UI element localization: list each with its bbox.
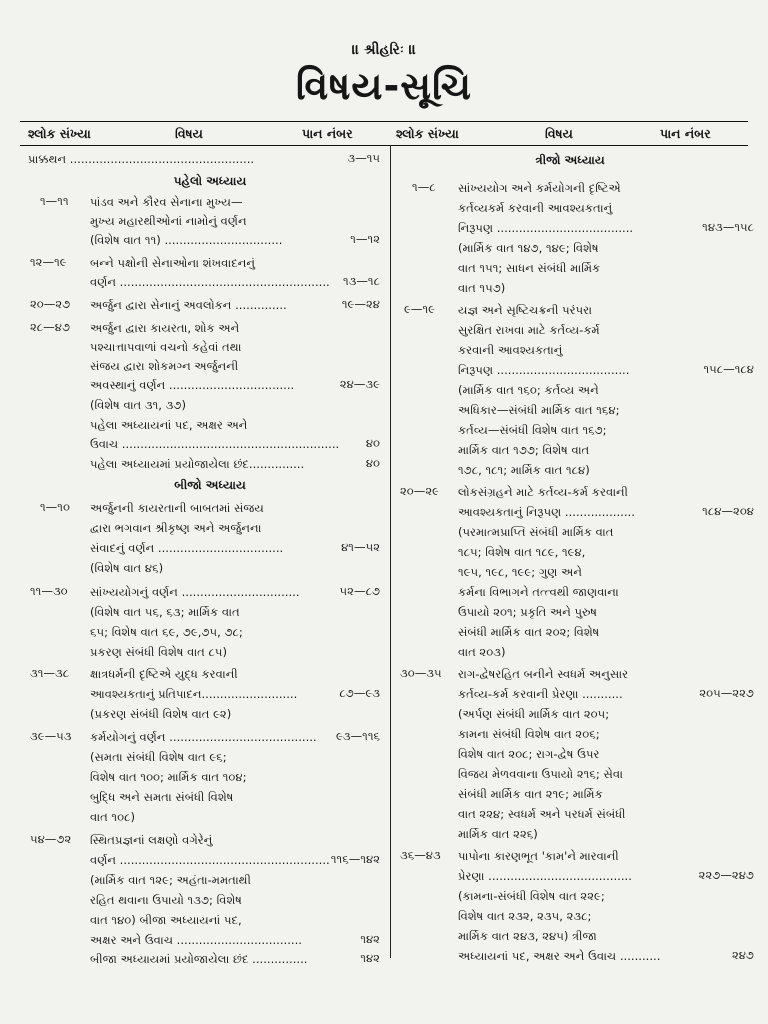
toc-entry-text: પહેલા અધ્યાયનાં પદ, અક્ષર અને — [90, 418, 248, 432]
shlok-range: ૫૪—૭૨ — [30, 832, 72, 846]
page-range: ૮૭—૯૩ — [339, 686, 380, 700]
page-range: ૯૩—૧૧૬ — [335, 729, 380, 743]
page-range: ૧૩—૧૮ — [342, 274, 380, 288]
page-range: ૧૮૪—૨૦૪ — [702, 504, 754, 518]
toc-entry-note: વાત ૧૫૭) — [458, 281, 506, 295]
toc-entry-text: સાંખ્યયોગ અને કર્મયોગની દૃષ્ટિએ — [458, 181, 621, 195]
toc-entry-text: યજ્ઞ અને સૃષ્ટિચક્રની પરંપરા — [458, 303, 593, 317]
shlok-range: ૧—૧૦ — [40, 500, 70, 514]
toc-entry-note: વાત ૧૦૮) — [90, 810, 135, 824]
page-range: ૧—૧૨ — [350, 232, 380, 246]
toc-entry-text: કર્તવ્ય-કર્મ કરવાની પ્રેરણા ........... — [458, 687, 623, 701]
toc-entry-note: (માર્મિક વાત ૧૬૦; કર્તવ્ય અને — [458, 383, 599, 397]
section-heading-chapter2: બીજો અધ્યાય — [174, 478, 246, 492]
invocation: ॥ શ્રીહરિઃ ॥ — [351, 42, 417, 58]
toc-entry-note: ઉપાયો ૨૦૧; પ્રકૃતિ અને પુરુષ — [458, 605, 598, 619]
section-heading-chapter1: પહેલો અધ્યાય — [173, 174, 247, 188]
toc-entry-note: બુદ્ધિ અને સમતા સંબંધી વિશેષ — [90, 790, 234, 804]
toc-entry-note: વિજય મેળવવાના ઉપાયો ૨૧૬; સેવા — [458, 767, 623, 781]
toc-entry-text: પાપોના કારણભૂત 'કામ'ને મારવાની — [458, 849, 619, 863]
toc-entry-note: (વિશેષ વાત ૩૧, ૩૭) — [90, 398, 186, 412]
shlok-range: ૧૧—૩૦ — [30, 584, 68, 598]
toc-entry-text: (વિશેષ વાત ૧૧) ................................ — [90, 233, 283, 247]
header-top-rule — [20, 121, 748, 122]
shlok-range: ૨૦—૨૯ — [400, 484, 440, 498]
toc-entry-note: સંબંધી માર્મિક વાત ૨૧૯; માર્મિક — [458, 787, 603, 801]
toc-entry-text: સ્થિતપ્રજ્ઞનાં લક્ષણો વગેરેનું — [90, 833, 213, 847]
toc-entry-note: માર્મિક વાત ૨૪૩, ૨૪૫) ત્રીજા — [458, 929, 597, 943]
header-vishay: વિષય — [545, 126, 573, 141]
toc-entry-text: બીજા અધ્યાયમાં પ્રયોજાયેલા છંદ ............... — [90, 952, 308, 966]
toc-entry-text: અર્જુનની કાયરતાની બાબતમાં સંજય — [90, 501, 264, 515]
header-paan: પાન નંબર — [660, 126, 711, 141]
toc-entry-note: (કામના-સંબંધી વિશેષ વાત ૨૨૯; — [458, 889, 605, 903]
toc-entry-text: નિરૂપણ .................................... — [458, 363, 630, 377]
toc-entry-text: સંવાદનું વર્ણન .................................. — [90, 541, 284, 555]
toc-entry-note: (પરમાત્મપ્રાપ્તિ સંબંધી માર્મિક વાત — [458, 525, 614, 539]
toc-entry-note: વાત ૧૪૦) બીજા અધ્યાયનાં પદ, — [90, 913, 242, 927]
page-range: ૨૪—૩૯ — [339, 377, 380, 391]
toc-entry-note: સંબંધી માર્મિક વાત ૨૦૨; વિશેષ — [458, 625, 600, 639]
toc-entry-note: વિશેષ વાત ૨૩૨, ૨૩૫, ૨૩૮; — [458, 909, 592, 923]
header-shlok: શ્લોક સંખ્યા — [396, 126, 459, 141]
column-divider — [390, 146, 391, 958]
toc-entry-note: (પ્રકરણ સંબંધી વિશેષ વાત ૯૨) — [90, 707, 232, 721]
toc-entry-note: વિશેષ વાત ૨૦૮; રાગ-દ્વેષ ઉપર — [458, 747, 600, 761]
toc-entry-note: કામના સંબંધી વિશેષ વાત ૨૦૬; — [458, 727, 600, 741]
page-number: ૧૪૨ — [360, 951, 380, 965]
toc-entry-note: (અર્પણ સંબંધી માર્મિક વાત ૨૦૫; — [458, 707, 610, 721]
toc-entry-note: (વિશેષ વાત ૫૬, ૬૩; માર્મિક વાત — [90, 605, 240, 619]
toc-entry-text: મુખ્ય મહારથીઓનાં નામોનું વર્ણન — [90, 214, 247, 228]
shlok-range: ૩૯—૫૩ — [30, 729, 72, 743]
shlok-range: ૧૨—૧૯ — [30, 255, 67, 269]
page-range: ૨૨૭—૨૪૭ — [698, 868, 754, 882]
header-paan: પાન નંબર — [302, 126, 353, 141]
page-number: ૨૪૭ — [731, 948, 754, 962]
toc-entry-note: ૧૯૫, ૧૯૮, ૧૯૯; ગુણ અને — [458, 565, 582, 579]
toc-entry-text: વર્ણન ......................................................... — [90, 853, 330, 867]
toc-entry-note: પ્રકરણ સંબંધી વિશેષ વાત ૮૫) — [90, 645, 228, 659]
right-header — [0, 124, 768, 146]
toc-entry-note: કર્મના વિભાગને તત્ત્વથી જાણવાના — [458, 585, 619, 599]
toc-entry-text: કર્તવ્યકર્મ કરવાની આવશ્યકતાનું — [458, 201, 613, 215]
shlok-range: ૩૬—૪૩ — [400, 848, 441, 862]
page-title: વિષય-સૂચિ — [295, 64, 473, 108]
toc-entry-note: વાત ૨૦૩) — [458, 645, 506, 659]
page-number: ૪૦ — [365, 456, 380, 470]
toc-entry-note: ૧૮૫; વિશેષ વાત ૧૮૯, ૧૯૪, — [458, 545, 586, 559]
toc-entry-note: (વિશેષ વાત ૪૬) — [90, 561, 164, 575]
toc-entry-note: (માર્મિક વાત ૧૨૯; અહંતા-મમતાથી — [90, 873, 251, 887]
header-vishay: વિષય — [175, 126, 203, 141]
page-range: ૪૧—૫૨ — [341, 540, 380, 554]
toc-entry-note: (માર્મિક વાત ૧૪૭, ૧૪૯; વિશેષ — [458, 241, 599, 255]
toc-entry-note: રહિત થવાના ઉપાયો ૧૩૭; વિશેષ — [90, 893, 242, 907]
page-range: ૧૪૩—૧૫૮ — [702, 220, 754, 234]
page-range: ૧૫૮—૧૮૪ — [703, 362, 754, 376]
toc-entry-note: ૧૭૮, ૧૮૧; માર્મિક વાત ૧૮૪) — [458, 463, 590, 477]
page-range: ૨૦૫—૨૨૭ — [699, 686, 754, 700]
header-shlok: શ્લોક સંખ્યા — [28, 126, 91, 141]
toc-entry-text: અવસ્થાનું વર્ણન .................................. — [90, 378, 295, 392]
toc-entry-text: આવશ્યકતાનું નિરૂપણ ................... — [458, 505, 635, 519]
shlok-range: ૨૦—૨૭ — [30, 297, 71, 311]
toc-entry-note: ૬૫; વિશેષ વાત ૬૯, ૭૯,૭૫, ૭૮; — [90, 625, 243, 639]
toc-entry-note: વિશેષ વાત ૧૦૦; માર્મિક વાત ૧૦૪; — [90, 770, 247, 784]
toc-entry-prastavna: પ્રાક્કથન .................................................. — [28, 152, 255, 166]
toc-entry-note: અધિકાર—સંબંધી માર્મિક વાત ૧૬૪; — [458, 403, 620, 417]
toc-entry-note: (સમતા સંબંધી વિશેષ વાત ૯૬; — [90, 750, 227, 764]
toc-entry-text: સાંખ્યયોગનું વર્ણન ................................ — [90, 585, 300, 599]
toc-entry-text: ઉવાચ ........................................................... — [90, 437, 340, 451]
toc-entry-note: કર્તવ્ય—સંબંધી વિશેષ વાત ૧૬૭; — [458, 423, 607, 437]
shlok-range: ૧—૧૧ — [40, 194, 69, 208]
toc-entry-text: અધ્યાયનાં પદ, અક્ષર અને ઉવાચ ........... — [458, 949, 661, 963]
shlok-range: ૧—૮ — [412, 180, 436, 194]
toc-entry-text: અક્ષર અને ઉવાચ .................................. — [90, 933, 302, 947]
toc-entry-text: લોકસંગ્રહને માટે કર્તવ્ય-કર્મ કરવાની — [458, 485, 628, 499]
page-range: ૧૯—૨૪ — [341, 297, 380, 311]
shlok-range: ૩૦—૩૫ — [400, 666, 442, 680]
shlok-range: ૨૮—૪૭ — [30, 320, 71, 334]
toc-entry-text: વર્ણન ......................................................... — [90, 275, 330, 289]
toc-entry-text: દ્વારા ભગવાન શ્રીકૃષ્ણ અને અર્જુનના — [90, 521, 262, 535]
toc-entry-text: અર્જુન દ્વારા સેનાનું અવલોકન .............. — [90, 298, 287, 312]
toc-entry-text: બન્ને પક્ષોની સેનાઓના શંખવાદનનું — [90, 256, 255, 270]
toc-entry-text: આવશ્યકતાનું પ્રતિપાદન.......................... — [90, 687, 298, 701]
toc-entry-text: રાગ-દ્વેષરહિત બનીને સ્વધર્મ અનુસાર — [458, 667, 629, 681]
toc-entry-text: પ્રેરણા ....................................... — [458, 869, 632, 883]
toc-entry-note: વાત ૨૨૪; સ્વધર્મ અને પરધર્મ સંબંધી — [458, 807, 626, 821]
toc-entry-text: કરવાની આવશ્યકતાનું — [458, 343, 563, 357]
toc-entry-text: સુરક્ષિત રાખવા માટે કર્તવ્ય-કર્મ — [458, 323, 600, 337]
toc-entry-text: નિરૂપણ ..................................... — [458, 221, 634, 235]
toc-entry-text: અર્જુન દ્વારા કાયરતા, શોક અને — [90, 321, 240, 335]
toc-entry-text: સંજય દ્વારા શોકમગ્ન અર્જુનની — [90, 359, 239, 373]
page-range: ૫૨—૮૭ — [339, 584, 380, 598]
page-range: ૧૧૬—૧૪૨ — [330, 852, 380, 866]
toc-entry-note: વાત ૧૫૧; સાધન સંબંધી માર્મિક — [458, 261, 601, 275]
shlok-range: ૯—૧૯ — [404, 302, 436, 316]
toc-entry-text: પાંડવ અને કૌરવ સેનાના મુખ્ય— — [90, 195, 243, 209]
page-number: ૧૪૨ — [360, 932, 380, 946]
toc-entry-text: પહેલા અધ્યાયમાં પ્રયોજાયેલા છંદ............... — [90, 457, 305, 471]
toc-entry-text: પશ્ચાત્તાપવાળાં વચનો કહેવાં તથા — [90, 340, 242, 354]
page-number: ૪૦ — [365, 436, 380, 450]
toc-entry-text: કર્મયોગનું વર્ણન ........................................ — [90, 730, 317, 744]
toc-entry-note: માર્મિક વાત ૧૭૭; વિશેષ વાત — [458, 443, 590, 457]
toc-entry-note: માર્મિક વાત ૨૨૬) — [458, 827, 538, 841]
toc-entry-text: ક્ષાત્રધર્મની દૃષ્ટિએ યુદ્ધ કરવાની — [90, 667, 238, 681]
shlok-range: ૩૧—૩૮ — [30, 666, 70, 680]
page-range: ૩—૧૫ — [347, 151, 380, 165]
section-heading-chapter3: ત્રીજો અધ્યાય — [535, 153, 605, 167]
